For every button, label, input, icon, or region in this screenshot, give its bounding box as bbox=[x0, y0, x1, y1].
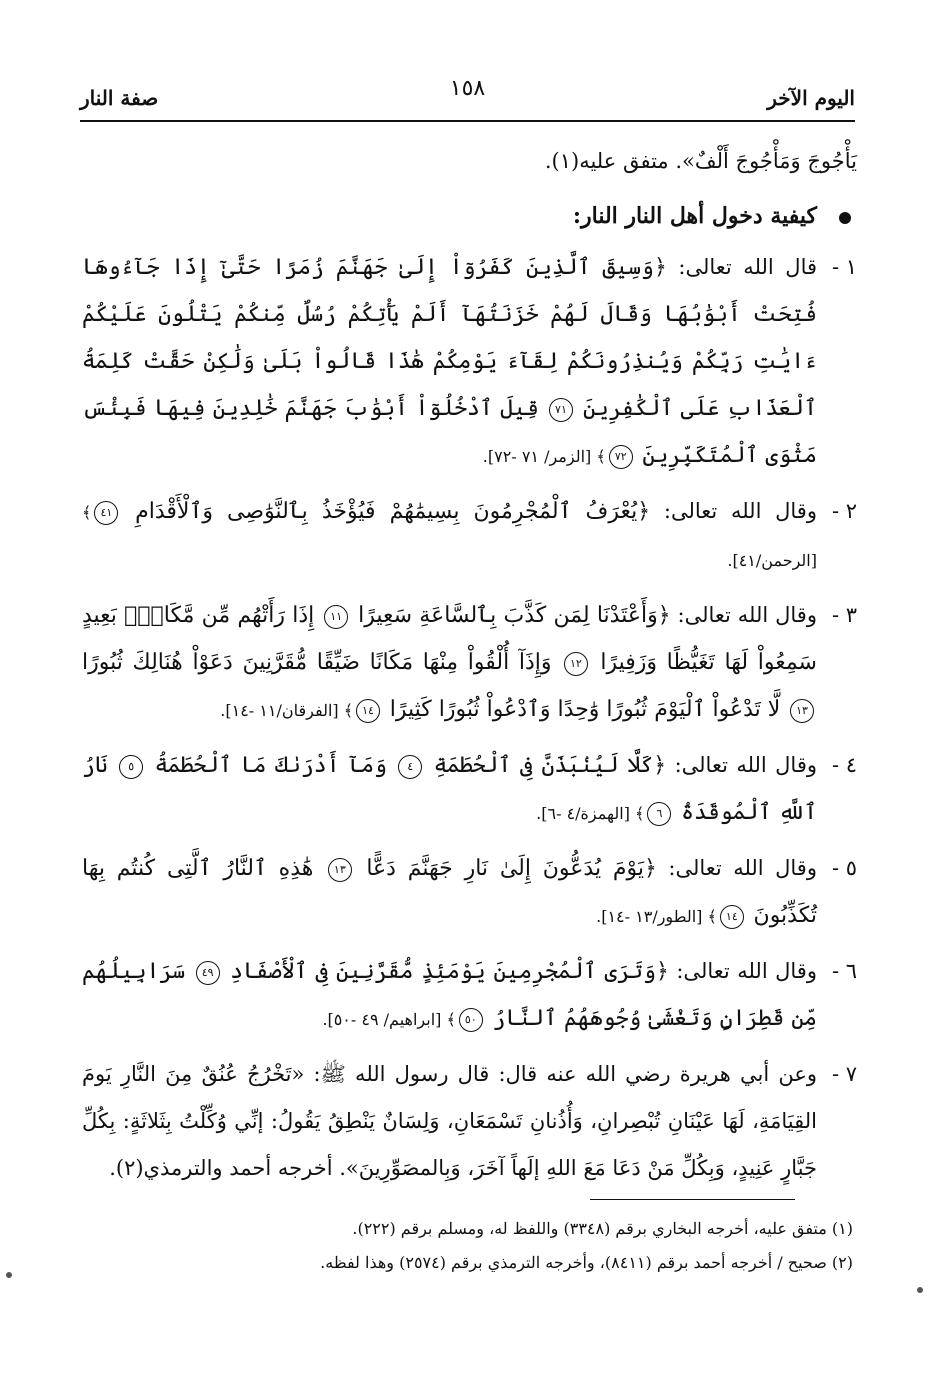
page-header bbox=[80, 72, 855, 122]
item-number: ٥ - bbox=[831, 856, 857, 880]
ayah-number-marker: ٦ bbox=[647, 802, 671, 826]
quran-verse: ﴿وَسِيقَ ٱلَّذِينَ كَفَرُوٓاْ إِلَىٰ جَهَنَّمَ زُمَرًا حَتَّىٰٓ إِذَا جَآءُوهَا فُتِحَتْ أَبْوَٰبُهَا وَقَالَ لَهُمْ خَزَنَتُهَآ أَلَمْ يَأْتِكُمْ رُسُلٌ مِّنكُمْ يَتْلُونَ عَلَيْكُمْ ءَايَٰتِ رَبِّكُمْ وَيُنذِرُونَكُمْ لِقَآءَ يَوْمِكُمْ هَٰذَا قَالُواْ بَلَىٰ وَلَٰكِنْ حَقَّتْ كَلِمَةُ ٱلْعَذَابِ عَلَى ٱلْكَٰفِرِينَ bbox=[82, 255, 817, 421]
ayah-number-marker: ٧١ bbox=[549, 398, 573, 422]
list-item bbox=[82, 742, 857, 837]
verse-reference: ﴾ [الطور/١٣ -١٤]. bbox=[596, 907, 717, 926]
list-item bbox=[82, 592, 857, 734]
page-number: ١٥٨ bbox=[449, 76, 486, 101]
verse-reference: ﴾ [الرحمن/٤١]. bbox=[82, 503, 817, 570]
scan-speck bbox=[917, 1287, 923, 1293]
quran-verse: هَٰذِهِ ٱلنَّارُ ٱلَّتِى كُنتُم بِهَا تُكَذِّبُونَ bbox=[82, 856, 817, 928]
item-intro: وقال الله تعالى: bbox=[650, 499, 817, 523]
quran-verse: نَارُ ٱللَّهِ ٱلْمُوقَدَةُ bbox=[82, 753, 817, 825]
item-intro: وقال الله تعالى: bbox=[670, 603, 817, 627]
item-intro: وقال الله تعالى: bbox=[656, 856, 817, 880]
footnote: (٢) صحيح / أخرجه أحمد برقم (٨٤١١)، وأخرجه الترمذي برقم (٢٥٧٤) وهذا لفظه. bbox=[320, 1253, 853, 1272]
footnote-divider bbox=[590, 1199, 795, 1200]
quran-verse: قِيلَ ٱدْخُلُوٓاْ أَبْوَٰبَ جَهَنَّمَ خَٰلِدِينَ فِيهَا فَبِئْسَ مَثْوَى ٱلْمُتَكَبِّرِينَ bbox=[82, 396, 817, 468]
item-number: ٦ - bbox=[831, 959, 857, 983]
quran-verse: ﴿يَوْمَ يُدَعُّونَ إِلَىٰ نَارِ جَهَنَّمَ دَعًّا bbox=[366, 856, 657, 881]
verse-reference: ﴾ [الزمر/ ٧١ -٧٢]. bbox=[482, 447, 606, 466]
ayah-number-marker: ١٤ bbox=[356, 699, 380, 723]
quran-verse: وَمَآ أَدْرَىٰكَ مَا ٱلْحُطَمَةُ bbox=[154, 753, 387, 778]
bullet-icon bbox=[839, 212, 851, 224]
ayah-number-marker: ٤١ bbox=[94, 501, 118, 525]
ayah-number-marker: ٥٠ bbox=[459, 1008, 483, 1032]
item-intro: وقال الله تعالى: bbox=[666, 753, 817, 777]
page-body bbox=[82, 138, 857, 1200]
hadith-text: وعن أبي هريرة رضي الله عنه قال: قال رسول الله ﷺ: «تَخْرُجُ عُنُقٌ مِنَ النَّارِ يَومَ القِيَامَةِ، لَهَا عَيْنَانِ تُبْصِرانِ، وَأُذُنانِ تَسْمَعَانِ، وَلِسَانٌ يَنْطِقُ يَقُولُ: إنِّي وُكِّلْتُ بِثَلاثَةٍ: بِكُلِّ جَبَّارٍ عَنِيدٍ، وَبِكُلِّ مَنْ دَعَا مَعَ اللهِ إلَهاً آخَرَ، وَبِالمصَوِّرِينَ». أخرجه أحمد والترمذي(٢). bbox=[82, 1062, 817, 1180]
ayah-number-marker: ٤٩ bbox=[196, 961, 220, 985]
quran-verse: وَإِذَآ أُلْقُواْ مِنْهَا مَكَانًا ضَيِّقًا مُّقَرَّنِينَ دَعَوْاْ هُنَالِكَ ثُبُورًا bbox=[82, 650, 552, 675]
verse-reference: ﴾ [الهمزة/٤ -٦]. bbox=[536, 804, 645, 823]
item-number: ١ - bbox=[831, 255, 857, 279]
verse-reference: ﴾ [ابراهيم/ ٤٩ -٥٠]. bbox=[322, 1010, 456, 1029]
item-number: ٧ - bbox=[831, 1062, 857, 1086]
list-item bbox=[82, 488, 857, 584]
quran-verse: سَرَابِيلُهُم مِّن قَطِرَانٍ وَتَغْشَىٰ وُجُوهَهُمُ ٱلنَّارُ bbox=[82, 959, 817, 1031]
footnote: (١) متفق عليه، أخرجه البخاري برقم (٣٣٤٨) واللفظ له، ومسلم برقم (٢٢٢). bbox=[352, 1219, 853, 1238]
continued-text: يَأْجُوجَ وَمَأْجُوجَ أَلْفٌ». متفق عليه(١). bbox=[544, 149, 857, 173]
item-number: ٣ - bbox=[831, 603, 857, 627]
quran-verse: ﴿وَتَرَى ٱلْمُجْرِمِينَ يَوْمَئِذٍ مُّقَرَّنِينَ فِى ٱلْأَصْفَادِ bbox=[230, 959, 669, 984]
ayah-number-marker: ٧٢ bbox=[609, 445, 633, 469]
verse-reference: ﴾ [الفرقان/١١ -١٤]. bbox=[220, 701, 354, 720]
quran-verse: ﴿كَلَّا لَيُنۢبَذَنَّ فِى ٱلْحُطَمَةِ bbox=[433, 753, 667, 778]
item-intro: وقال الله تعالى: bbox=[668, 959, 817, 983]
item-number: ٤ - bbox=[831, 753, 857, 777]
list-item bbox=[82, 845, 857, 940]
footnotes bbox=[120, 1212, 853, 1280]
ayah-number-marker: ٥ bbox=[119, 755, 143, 779]
ayah-number-marker: ١٣ bbox=[790, 699, 814, 723]
quran-verse: لَّا تَدْعُواْ ٱلْيَوْمَ ثُبُورًا وَٰحِدًا وَٱدْعُواْ ثُبُورًا كَثِيرًا bbox=[389, 697, 781, 722]
section-heading-text: كيفية دخول أهل النار النار: bbox=[572, 203, 817, 229]
quran-verse: إِذَا رَأَتْهُم مِّن مَّكَانٍۭ بَعِيدٍ سَمِعُواْ لَهَا تَغَيُّظًا وَزَفِيرًا bbox=[82, 603, 817, 675]
item-intro: قال الله تعالى: bbox=[666, 255, 818, 279]
book-title: اليوم الآخر bbox=[767, 86, 855, 110]
list-item bbox=[82, 948, 857, 1043]
section-heading bbox=[82, 193, 857, 240]
list-item bbox=[82, 244, 857, 480]
chapter-title: صفة النار bbox=[80, 86, 159, 110]
ayah-number-marker: ١٣ bbox=[328, 858, 352, 882]
ayah-number-marker: ١٤ bbox=[720, 905, 744, 929]
item-number: ٢ - bbox=[831, 499, 857, 523]
ayah-number-marker: ١٢ bbox=[564, 652, 588, 676]
list-item bbox=[82, 1051, 857, 1192]
quran-verse: ﴿وَأَعْتَدْنَا لِمَن كَذَّبَ بِٱلسَّاعَةِ سَعِيرًا bbox=[358, 603, 671, 628]
quran-verse: ﴿يُعْرَفُ ٱلْمُجْرِمُونَ بِسِيمَٰهُمْ فَيُؤْخَذُ بِٱلنَّوَٰصِى وَٱلْأَقْدَامِ bbox=[135, 499, 651, 524]
scan-speck bbox=[6, 1272, 12, 1278]
ayah-number-marker: ٤ bbox=[398, 755, 422, 779]
ayah-number-marker: ١١ bbox=[324, 605, 348, 629]
